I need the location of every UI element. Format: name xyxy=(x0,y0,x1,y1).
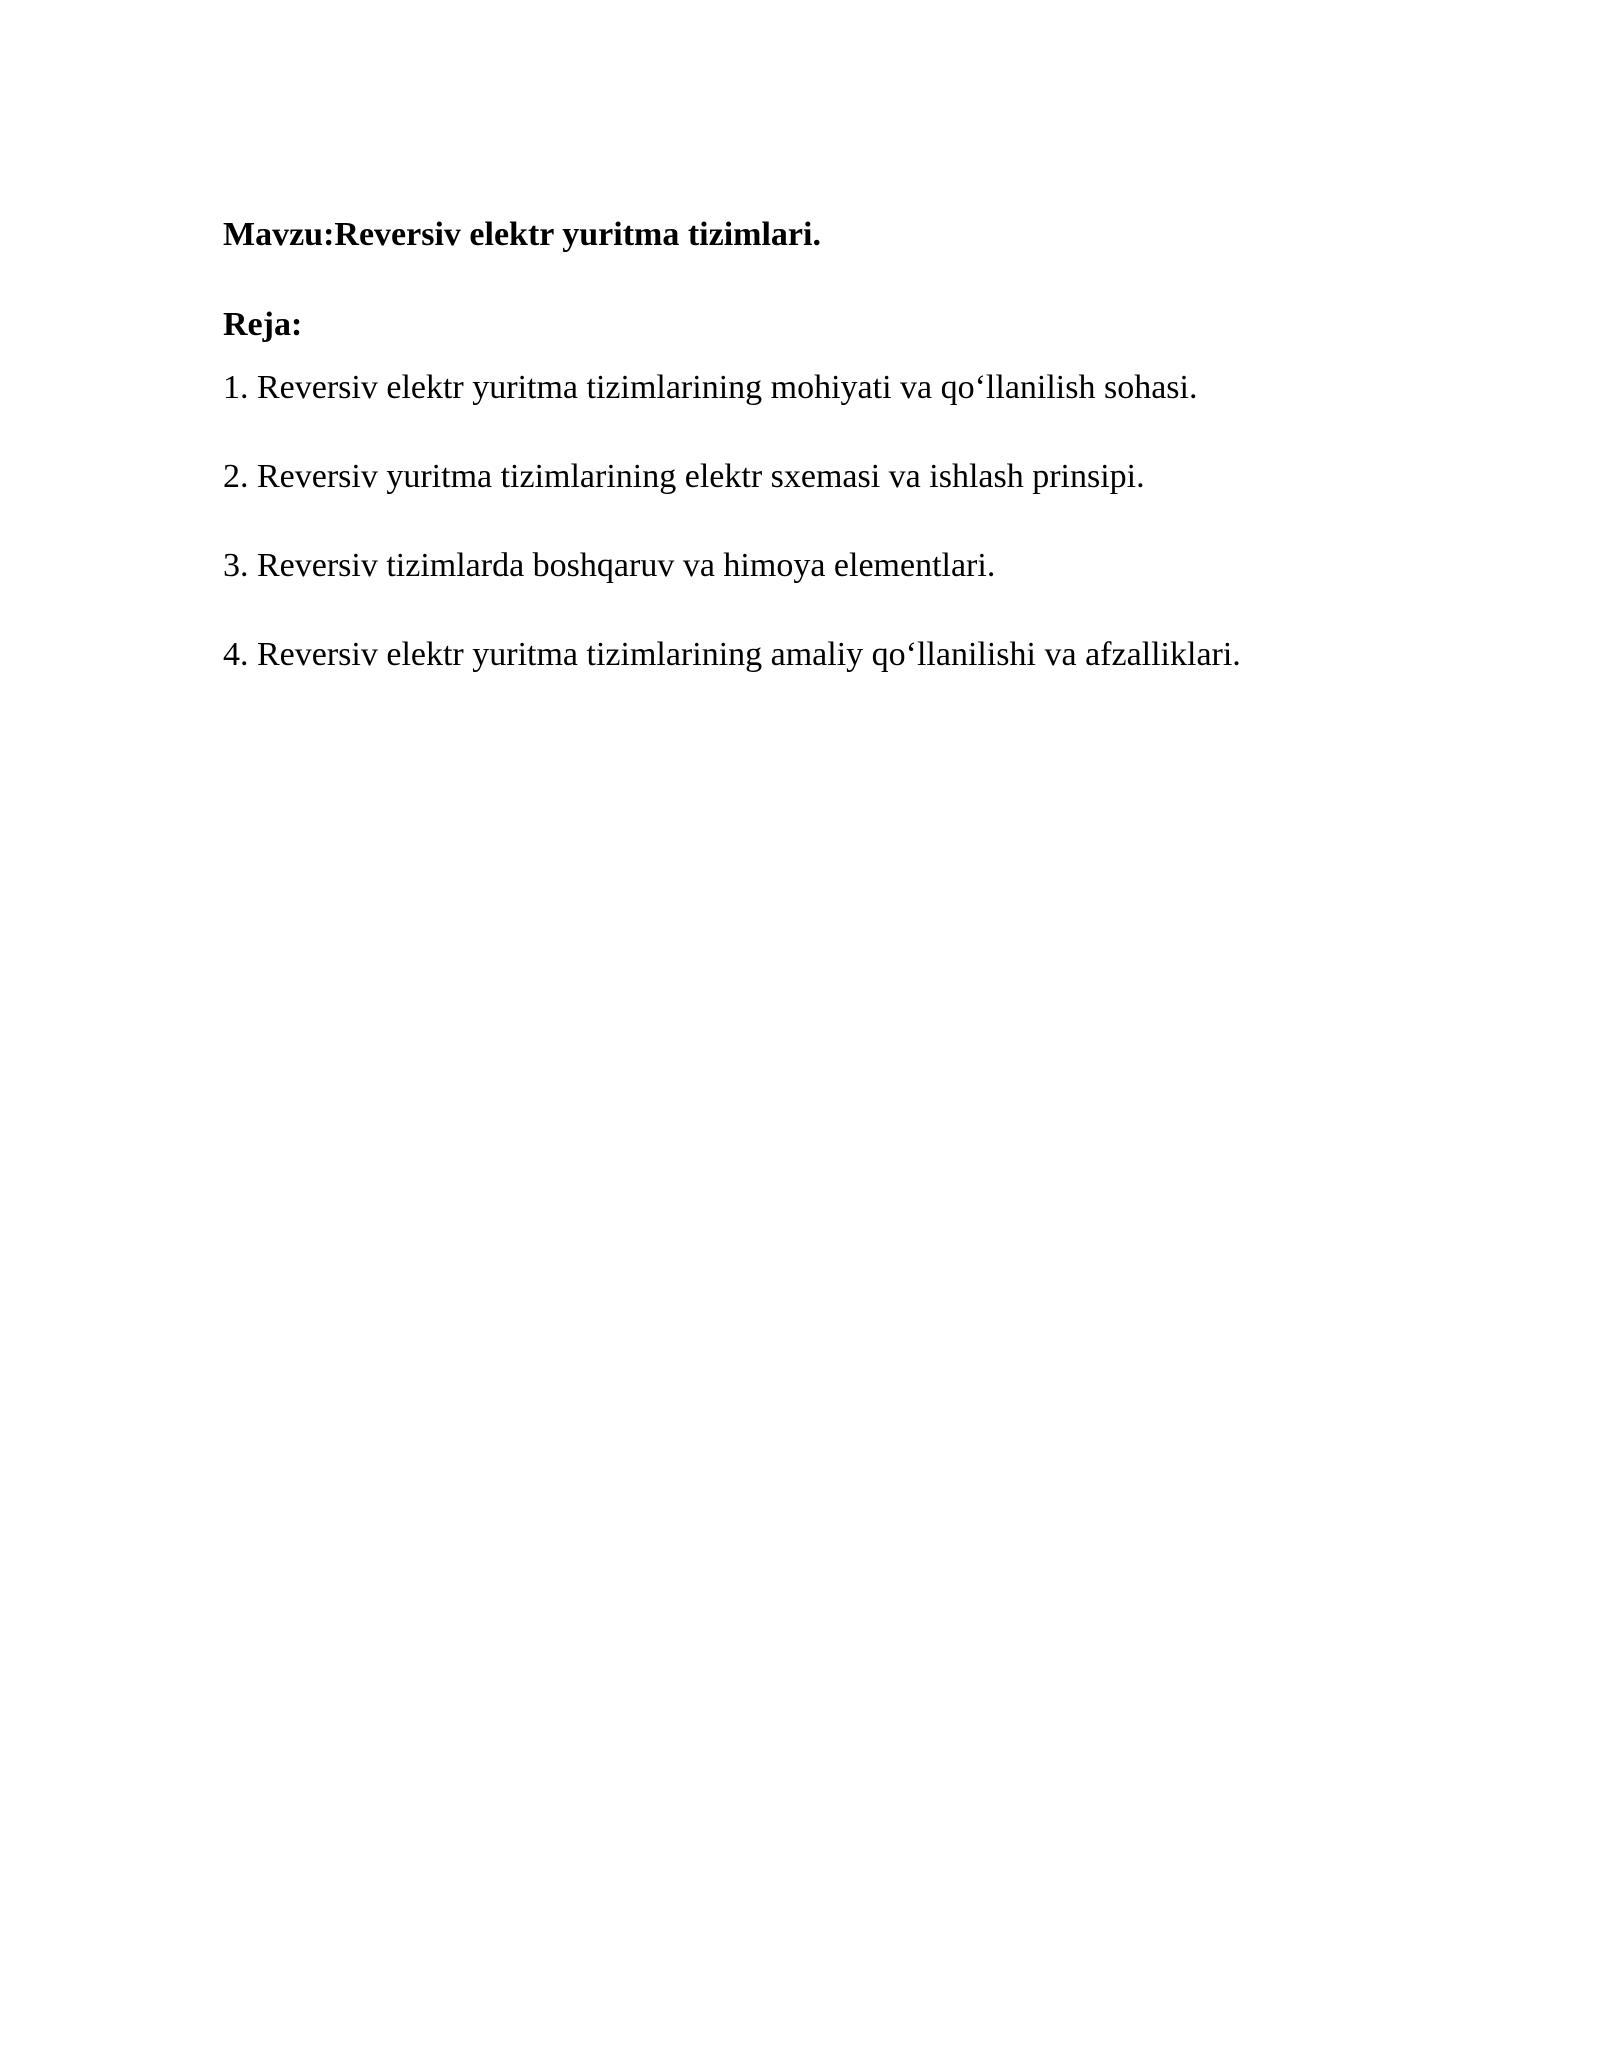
topic-title: Mavzu:Reversiv elektr yuritma tizimlari. xyxy=(223,216,821,253)
plan-item-1: 1. Reversiv elektr yuritma tizimlarining mohiyati va qo‘llanilish sohasi. xyxy=(223,369,1198,406)
plan-list xyxy=(223,358,1423,685)
document-content xyxy=(223,205,1423,714)
plan-item-4: 4. Reversiv elektr yuritma tizimlarining amaliy qo‘llanilishi va afzalliklari. xyxy=(223,636,1241,673)
plan-item-2: 2. Reversiv yuritma tizimlarining elektr sxemasi va ishlash prinsipi. xyxy=(223,458,1145,495)
plan-heading: Reja: xyxy=(223,306,303,343)
plan-item-3: 3. Reversiv tizimlarda boshqaruv va himoya elementlari. xyxy=(223,547,996,584)
